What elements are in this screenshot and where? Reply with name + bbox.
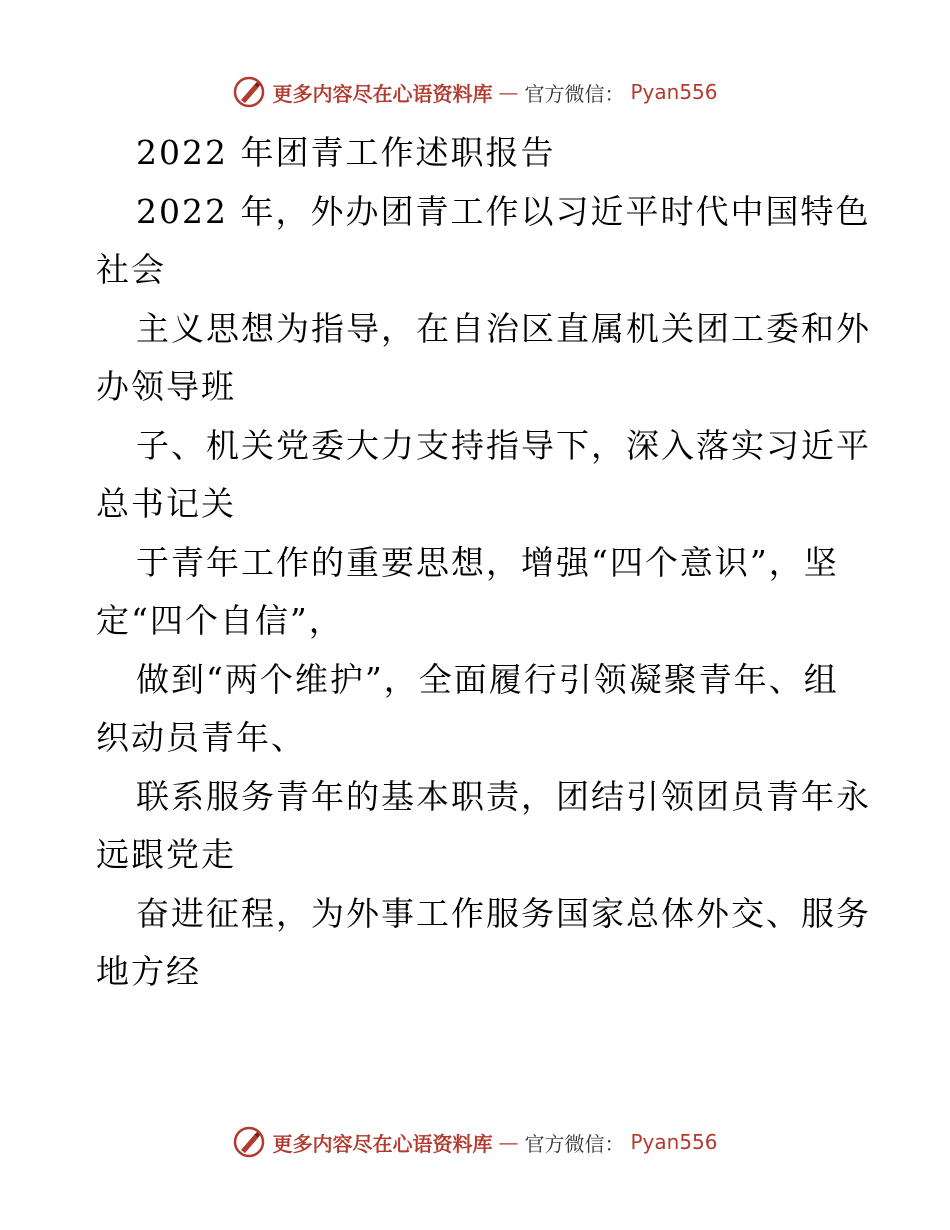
watermark-brand: 更多内容尽在心语资料库 xyxy=(272,81,493,106)
text-line: 总书记关 xyxy=(96,484,236,523)
watermark-dash: — xyxy=(498,80,519,104)
text-line: 社会 xyxy=(96,250,166,289)
text-line: 奋进征程，为外事工作服务国家总体外交、服务 xyxy=(136,893,871,933)
header-watermark xyxy=(0,72,950,112)
watermark-brand: 更多内容尽在心语资料库 xyxy=(272,1131,493,1156)
footer-watermark xyxy=(0,1122,950,1162)
text-line: 联系服务青年的基本职责，团结引领团员青年永 xyxy=(136,776,871,816)
pen-logo-icon xyxy=(232,1125,266,1159)
pen-logo-icon xyxy=(232,75,266,109)
text-line: 远跟党走 xyxy=(96,835,236,874)
document-title: 2022 年团青工作述职报告 xyxy=(136,133,556,172)
text-line: 主义思想为指导，在自治区直属机关团工委和外 xyxy=(136,308,871,348)
watermark-wechat-id: Pyan556 xyxy=(630,1130,718,1154)
text-line: 于青年工作的重要思想，增强“四个意识”，坚 xyxy=(136,542,839,582)
watermark-official: 官方微信： xyxy=(524,1131,625,1156)
watermark-wechat-id: Pyan556 xyxy=(630,80,718,104)
text-line: 子、机关党委大力支持指导下，深入落实习近平 xyxy=(136,425,871,465)
text-line: 地方经 xyxy=(96,952,201,991)
text-line: 织动员青年、 xyxy=(96,718,306,757)
text-line: 办领导班 xyxy=(96,367,236,406)
watermark-official: 官方微信： xyxy=(524,81,625,106)
text-line: 定“四个自信”， xyxy=(96,601,344,640)
text-line: 2022 年，外办团青工作以习近平时代中国特色 xyxy=(136,191,871,231)
document-body xyxy=(96,124,871,1002)
watermark-dash: — xyxy=(498,1130,519,1154)
text-line: 做到“两个维护”，全面履行引领凝聚青年、组 xyxy=(136,659,839,699)
